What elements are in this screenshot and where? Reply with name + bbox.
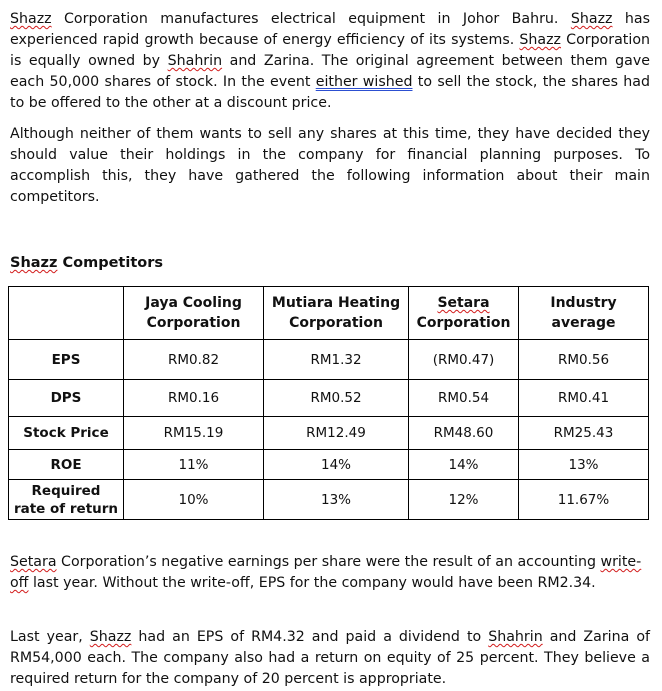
table-cell: 12% — [409, 480, 519, 520]
table-header-row — [9, 287, 649, 340]
table-cell: RM25.43 — [519, 417, 649, 450]
grammar-flag: either wished — [315, 74, 413, 90]
section-heading: Shazz Competitors — [10, 255, 163, 271]
row-label-dps: DPS — [9, 380, 124, 417]
table-cell: 11% — [124, 450, 264, 480]
table-cell: 13% — [519, 450, 649, 480]
header-empty-cell — [9, 287, 124, 340]
spell-flag-company: Shazz — [10, 11, 52, 27]
spell-flag-company: Shazz — [89, 629, 132, 645]
table-cell: RM0.41 — [519, 380, 649, 417]
spell-flag-writeoff: write-off — [10, 554, 642, 591]
table-row — [9, 417, 649, 450]
table-cell: RM0.82 — [124, 340, 264, 380]
table-cell: RM48.60 — [409, 417, 519, 450]
table-cell: RM0.16 — [124, 380, 264, 417]
row-label-eps: EPS — [9, 340, 124, 380]
table-cell: RM0.52 — [264, 380, 409, 417]
spell-flag-company: Shazz — [519, 32, 562, 48]
valuation-purpose-paragraph: Although neither of them wants to sell any shares at this time, they have decided they should value their holdings in the company for financial planning purposes. To accomplish this, they have gathered the following information about their main competitors. — [10, 126, 650, 205]
row-label-roe: ROE — [9, 450, 124, 480]
table-cell: RM0.54 — [409, 380, 519, 417]
row-label-stock-price: Stock Price — [9, 417, 124, 450]
spell-flag-owner: Shahrin — [488, 629, 543, 645]
setara-note-paragraph: Setara Corporation’s negative earnings per share were the result of an accounting write-off last year. Without the write-off, EPS for the company would have been RM2.34. — [10, 554, 642, 591]
table-row — [9, 450, 649, 480]
header-industry-average: Industry average — [519, 287, 649, 340]
table-cell: 14% — [409, 450, 519, 480]
intro-paragraph: Shazz Corporation manufactures electrical equipment in Johor Bahru. Shazz has experienced rapid growth because of energy efficiency of its systems. Shazz Corporation is equally owned by Shahrin and Zarina. The original agreement between them gave each 50,000 shares of stock. In the event either wished to sell the stock, the shares had to be offered to the other at a discount price. — [10, 11, 651, 111]
spell-flag-company: Shazz — [10, 255, 58, 271]
spell-flag-owner: Shahrin — [167, 53, 223, 69]
table-cell: RM1.32 — [264, 340, 409, 380]
row-label-required-return: Required rate of return — [9, 480, 124, 520]
header-jaya-cooling: Jaya Cooling Corporation — [124, 287, 264, 340]
spell-flag-setara: Setara — [10, 554, 57, 570]
spell-flag-setara: Setara — [437, 295, 490, 311]
header-setara: Setara Corporation — [409, 287, 519, 340]
header-mutiara-heating: Mutiara Heating Corporation — [264, 287, 409, 340]
shazz-financials-paragraph: Last year, Shazz had an EPS of RM4.32 and paid a dividend to Shahrin and Zarina of RM54,000 each. The company also had a return on equity of 25 percent. They believe a required return for the company of 20 percent is appropriate. — [10, 629, 651, 687]
table-row — [9, 340, 649, 380]
spell-flag-company: Shazz — [570, 11, 613, 27]
table-cell: 14% — [264, 450, 409, 480]
table-cell: 11.67% — [519, 480, 649, 520]
table-cell: RM15.19 — [124, 417, 264, 450]
competitors-table — [8, 286, 649, 520]
table-cell: 13% — [264, 480, 409, 520]
table-cell: RM0.56 — [519, 340, 649, 380]
table-cell: 10% — [124, 480, 264, 520]
table-row — [9, 380, 649, 417]
table-cell: RM12.49 — [264, 417, 409, 450]
table-row — [9, 480, 649, 520]
table-cell: (RM0.47) — [409, 340, 519, 380]
